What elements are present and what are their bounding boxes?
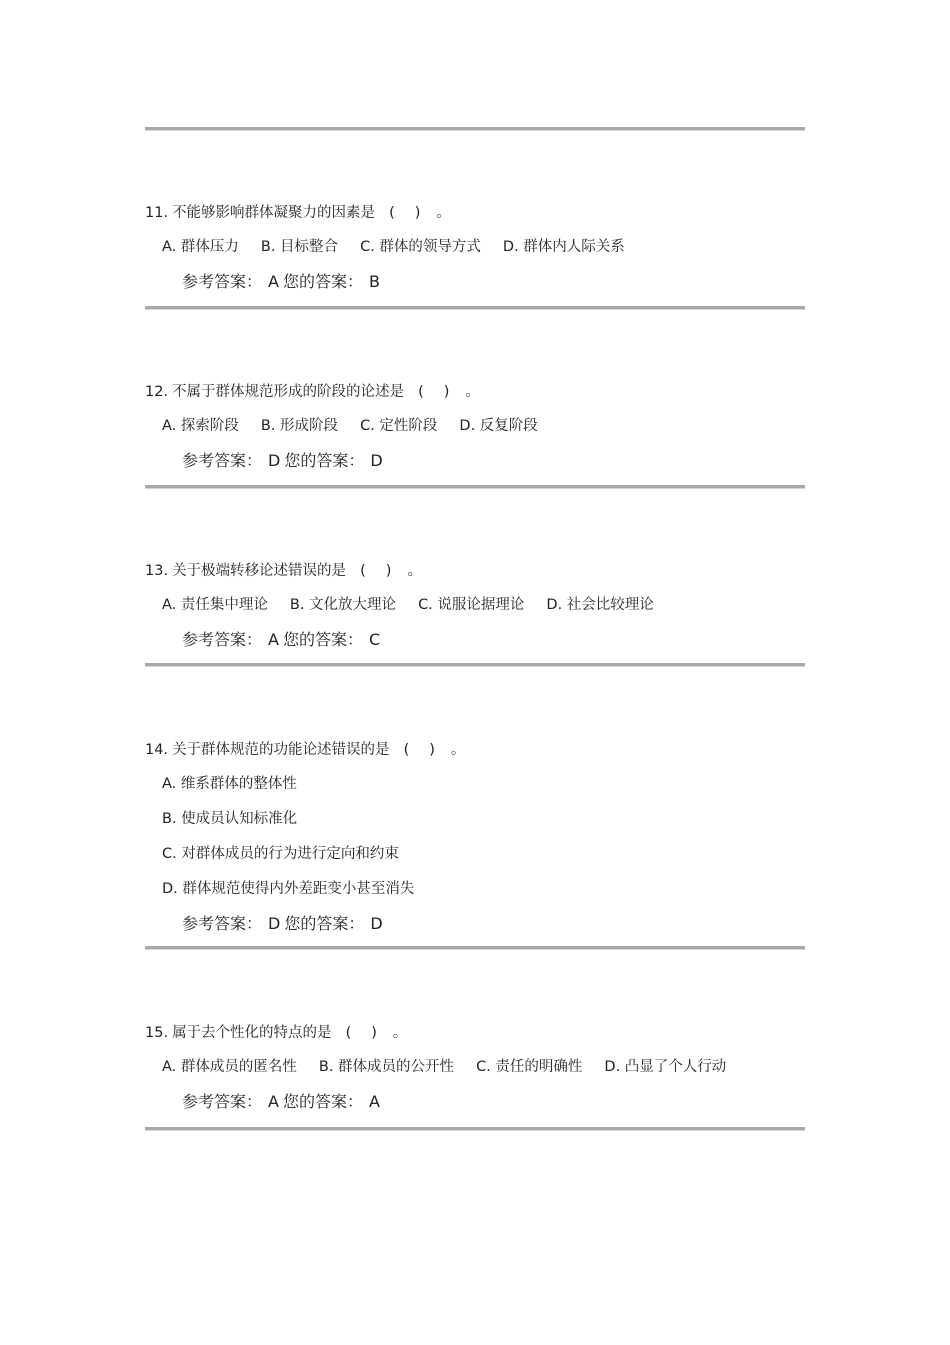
option-d: D. 社会比较理论 — [546, 597, 654, 613]
question-period: 。 — [450, 742, 466, 758]
option-b: B. 形成阶段 — [260, 418, 339, 434]
answer-line — [145, 913, 805, 935]
reference-answer-value: D — [268, 451, 281, 470]
question-text: 不能够影响群体凝聚力的因素是 — [172, 205, 376, 221]
option-a: A. 探索阶段 — [162, 418, 239, 434]
question-text: 属于去个性化的特点的是 — [172, 1025, 332, 1041]
options-list — [145, 774, 805, 899]
question-period: 。 — [465, 384, 480, 400]
answer-blank — [404, 742, 437, 758]
paren-open: ( — [389, 205, 397, 221]
answer-line — [145, 271, 805, 293]
option-b: B. 文化放大理论 — [289, 597, 397, 613]
question-period: 。 — [407, 563, 422, 579]
reference-answer-value: A — [268, 630, 279, 649]
paren-open: ( — [418, 384, 426, 400]
option-a: A. 维系群体的整体性 — [162, 776, 297, 792]
question-text: 关于极端转移论述错误的是 — [172, 563, 347, 579]
question-stem — [145, 203, 805, 223]
question-divider — [145, 663, 805, 667]
question-stem — [145, 561, 805, 581]
paren-close: ) — [371, 1025, 379, 1041]
answer-blank — [346, 1025, 379, 1041]
paren-open: ( — [403, 742, 412, 758]
option-a: A. 责任集中理论 — [162, 597, 268, 613]
question-text: 不属于群体规范形成的阶段的论述是 — [172, 384, 405, 400]
paren-close: ) — [414, 205, 423, 221]
question-12 — [145, 382, 805, 472]
your-answer-label: 您的答案： — [282, 630, 363, 649]
paren-open: ( — [360, 563, 368, 579]
question-divider — [145, 306, 805, 310]
question-13 — [145, 561, 805, 651]
reference-answer-label: 参考答案： — [182, 272, 263, 291]
question-period: 。 — [436, 205, 451, 221]
your-answer-value: D — [370, 451, 383, 470]
your-answer-value: A — [368, 1092, 380, 1111]
your-answer-value: C — [368, 630, 381, 649]
option-c: C. 对群体成员的行为进行定向和约束 — [162, 846, 399, 862]
answer-line — [145, 1091, 805, 1113]
question-14 — [145, 740, 805, 935]
reference-answer-value: A — [268, 272, 279, 291]
reference-answer-label: 参考答案： — [182, 914, 263, 933]
question-number: 15. — [145, 1025, 169, 1041]
question-15 — [145, 1023, 805, 1113]
question-divider — [145, 1127, 805, 1131]
question-period: 。 — [392, 1025, 408, 1041]
question-number: 14. — [145, 742, 169, 758]
option-c: C. 定性阶段 — [360, 418, 438, 434]
options-row — [145, 595, 805, 615]
question-divider — [145, 946, 805, 950]
question-11 — [145, 203, 805, 293]
option-a: A. 群体压力 — [162, 239, 239, 255]
option-d: D. 反复阶段 — [459, 418, 538, 434]
paren-open: ( — [345, 1025, 354, 1041]
option-a: A. 群体成员的匿名性 — [162, 1059, 297, 1075]
reference-answer-label: 参考答案： — [182, 451, 263, 470]
your-answer-label: 您的答案： — [282, 272, 363, 291]
reference-answer-value: A — [268, 1092, 279, 1111]
option-c: C. 说服论据理论 — [418, 597, 525, 613]
option-d: D. 凸显了个人行动 — [604, 1059, 727, 1075]
your-answer-label: 您的答案： — [282, 1092, 363, 1111]
option-c: C. 群体的领导方式 — [360, 239, 481, 255]
answer-line — [145, 450, 805, 472]
option-b: B. 目标整合 — [260, 239, 339, 255]
options-row — [145, 237, 805, 257]
reference-answer-label: 参考答案： — [182, 630, 263, 649]
question-divider — [145, 485, 805, 489]
answer-blank — [418, 384, 451, 400]
options-row — [145, 416, 805, 436]
question-number: 13. — [145, 563, 169, 579]
your-answer-value: D — [370, 914, 383, 933]
answer-blank — [389, 205, 422, 221]
answer-line — [145, 629, 805, 651]
question-number: 12. — [145, 384, 169, 400]
question-stem — [145, 1023, 805, 1043]
reference-answer-value: D — [268, 914, 281, 933]
options-row — [145, 1057, 805, 1077]
your-answer-value: B — [368, 272, 380, 291]
top-divider — [145, 127, 805, 131]
option-c: C. 责任的明确性 — [476, 1059, 583, 1075]
option-d: D. 群体内人际关系 — [502, 239, 625, 255]
paren-close: ) — [429, 742, 437, 758]
paren-close: ) — [385, 563, 394, 579]
reference-answer-label: 参考答案： — [182, 1092, 263, 1111]
question-number: 11. — [145, 205, 169, 221]
question-text: 关于群体规范的功能论述错误的是 — [172, 742, 390, 758]
question-stem — [145, 382, 805, 402]
option-b: B. 群体成员的公开性 — [318, 1059, 455, 1075]
option-d: D. 群体规范使得内外差距变小甚至消失 — [162, 881, 415, 897]
answer-blank — [360, 563, 393, 579]
your-answer-label: 您的答案： — [284, 914, 365, 933]
your-answer-label: 您的答案： — [284, 451, 365, 470]
question-stem — [145, 740, 805, 760]
option-b: B. 使成员认知标准化 — [162, 811, 298, 827]
paren-close: ) — [443, 384, 452, 400]
